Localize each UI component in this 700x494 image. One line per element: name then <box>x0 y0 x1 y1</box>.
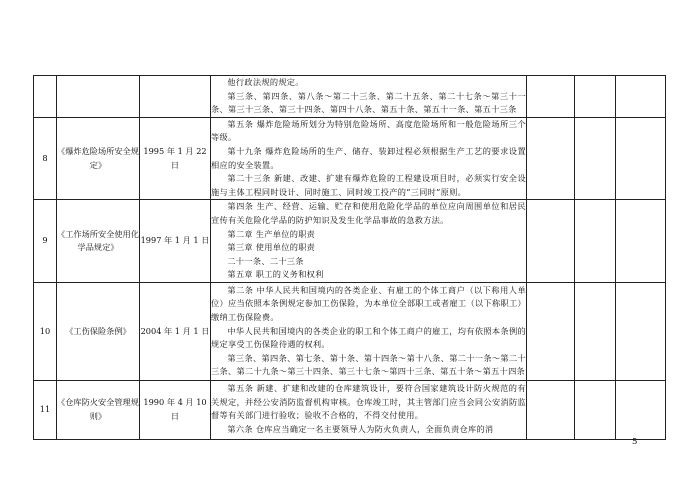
empty-cell <box>616 380 666 439</box>
table-row <box>34 282 666 380</box>
content-paragraph: 第五章 职工的义务和权利 <box>227 269 324 280</box>
content-paragraph: 二十一条、二十三条 <box>227 255 304 266</box>
table-row <box>34 200 666 283</box>
effective-date <box>140 76 211 118</box>
regulation-content <box>211 76 527 118</box>
content-paragraph: 第三条、第四条、第八条～第二十三条、第二十五条、第二十七条～第三十一条、第三十三条、第三十四条、第四十八条、第五十条、第五十一条、第五十三条 <box>211 90 526 115</box>
regulation-content <box>211 200 527 283</box>
content-paragraph: 第十九条 爆炸危险场所的生产、储存、装卸过程必须根据生产工艺的要求设置相应的安全装置。 <box>211 145 526 170</box>
table-row <box>34 380 666 439</box>
content-paragraph: 第二条 中华人民共和国境内的各类企业、有雇工的个体工商户（以下称用人单位）应当依照本条例规定参加工伤保险，为本单位全部职工或者雇工（以下称职工）缴纳工伤保险费。 <box>211 284 526 323</box>
content-paragraph: 第五条 新建、扩建和改建的仓库建筑设计，要符合国家建筑设计防火规范的有关规定，并经公安消防监督机构审核。仓库竣工时，其主管部门应当会同公安消防监督等有关部门进行验收；验收不合格的，不得交付使用。 <box>211 382 526 421</box>
effective-date: 1995 年 1 月 22 日 <box>140 117 211 200</box>
row-index: 11 <box>34 380 57 439</box>
content-paragraph: 第四条 生产、经营、运输、贮存和使用危险化学品的单位应向周围单位和居民宣传有关危险化学品的防护知识及发生化学品事故的急救方法。 <box>211 201 526 225</box>
empty-cell <box>575 200 616 283</box>
page-number: 5 <box>632 437 638 447</box>
empty-cell <box>616 282 666 380</box>
empty-cell <box>527 200 575 283</box>
empty-cell <box>616 76 666 118</box>
row-index <box>34 76 57 118</box>
regulation-name: 《工作场所安全使用化学品规定》 <box>57 200 140 283</box>
empty-cell <box>527 117 575 200</box>
empty-cell <box>616 117 666 200</box>
regulations-table <box>33 75 666 440</box>
regulation-content <box>211 282 527 380</box>
regulation-name: 《仓库防火安全管理规则》 <box>57 380 140 439</box>
effective-date: 1990 年 4 月 10 日 <box>140 380 211 439</box>
content-paragraph: 第三章 使用单位的职责 <box>227 242 316 253</box>
empty-cell <box>575 117 616 200</box>
content-clip <box>211 382 526 438</box>
empty-cell <box>575 76 616 118</box>
row-index: 9 <box>34 200 57 283</box>
content-paragraph: 他行政法规的规定。 <box>227 77 304 87</box>
empty-cell <box>575 282 616 380</box>
table-row <box>34 76 666 118</box>
empty-cell <box>527 380 575 439</box>
content-paragraph: 第二章 生产单位的职责 <box>227 228 316 239</box>
content-paragraph: 第五条 爆炸危险场所划分为特别危险场所、高度危险场所和一般危险场所三个等级。 <box>211 118 526 143</box>
regulation-name: 《爆炸危险场所安全规定》 <box>57 117 140 200</box>
effective-date: 1997 年 1 月 1 日 <box>140 200 211 283</box>
row-index: 8 <box>34 117 57 200</box>
content-paragraph: 第二十三条 新建、改建、扩建有爆炸危险的工程建设项目时，必须实行安全设施与主体工程同时设计、同时施工、同时竣工投产的“三同时”原则。 <box>211 173 526 197</box>
empty-cell <box>527 76 575 118</box>
content-paragraph: 第三条、第四条、第七条、第十条、第十四条～第十八条、第二十一条～第二十三条、第二十九条～第三十四条、第三十七条～第四十三条、第五十条～第五十四条 <box>211 352 526 377</box>
effective-date: 2004 年 1 月 1 日 <box>140 282 211 380</box>
empty-cell <box>616 200 666 283</box>
table-row <box>34 117 666 200</box>
regulation-name: 《工伤保险条例》 <box>57 282 140 380</box>
regulation-content <box>211 117 527 200</box>
content-paragraph: 中华人民共和国境内的各类企业的职工和个体工商户的雇工，均有依照本条例的规定享受工伤保险待遇的权利。 <box>211 325 526 350</box>
empty-cell <box>527 282 575 380</box>
empty-cell <box>575 380 616 439</box>
content-paragraph: 第六条 仓库应当确定一名主要领导人为防火负责人，全面负责仓库的消 <box>227 423 494 434</box>
row-index: 10 <box>34 282 57 380</box>
regulation-content <box>211 380 527 439</box>
regulation-name <box>57 76 140 118</box>
